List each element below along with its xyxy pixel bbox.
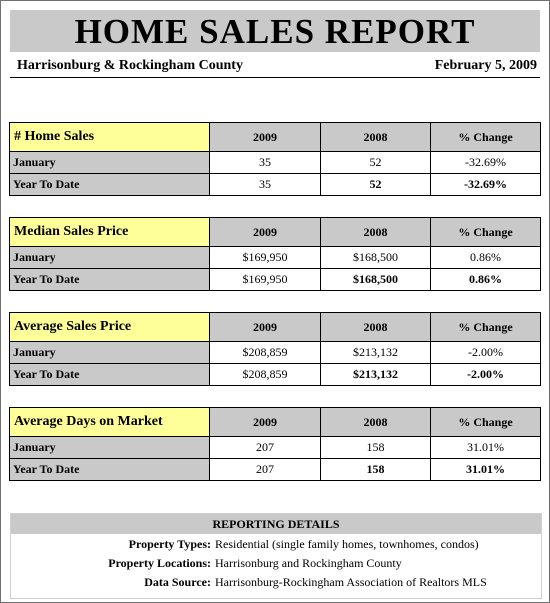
col-header-2009: 2009 [210,313,321,342]
table-row-ytd [10,269,541,291]
table-header-row [10,123,541,152]
report-date: February 5, 2009 [434,58,537,73]
col-header-2008: 2008 [321,408,431,437]
row-label: January [10,152,210,174]
table-header-row [10,313,541,342]
cell-2009: 35 [210,174,321,196]
col-header-2008: 2008 [321,218,431,247]
cell-change: 0.86% [431,247,541,269]
cell-2008: $168,500 [321,247,431,269]
col-header-change: % Change [431,313,541,342]
cell-2009: $208,859 [210,342,321,364]
row-label: January [10,247,210,269]
row-label: Year To Date [10,459,210,481]
col-header-2009: 2009 [210,123,321,152]
cell-2009: $169,950 [210,269,321,291]
cell-change: 31.01% [431,437,541,459]
row-label: Year To Date [10,174,210,196]
section-title: Median Sales Price [10,218,210,247]
cell-change: -32.69% [431,174,541,196]
table-row-january [10,437,541,459]
cell-2009: 35 [210,152,321,174]
details-heading: REPORTING DETAILS [11,514,541,534]
section-title: Average Sales Price [10,313,210,342]
cell-change: 31.01% [431,459,541,481]
col-header-2009: 2009 [210,408,321,437]
table-header-row [10,218,541,247]
detail-value: Harrisonburg-Rockingham Association of Realtors MLS [215,575,487,589]
cell-2008: 52 [321,174,431,196]
report-subheader [10,57,540,75]
days-on-market-table [9,407,541,481]
cell-change: -2.00% [431,342,541,364]
table-row-ytd [10,174,541,196]
detail-label: Property Types: [128,537,211,551]
cell-2009: $208,859 [210,364,321,386]
cell-change: -32.69% [431,152,541,174]
cell-2009: $169,950 [210,247,321,269]
cell-2009: 207 [210,437,321,459]
detail-row-property-locations [11,555,541,572]
section-title: # Home Sales [10,123,210,152]
detail-row-data-source [11,574,541,591]
reporting-details [10,513,542,599]
detail-value: Residential (single family homes, townhomes, condos) [215,537,479,551]
table-row-january [10,247,541,269]
median-price-table [9,217,541,291]
col-header-change: % Change [431,123,541,152]
section-title: Average Days on Market [10,408,210,437]
average-price-table [9,312,541,386]
cell-change: 0.86% [431,269,541,291]
cell-2008: 52 [321,152,431,174]
detail-row-property-types [11,536,541,553]
col-header-2009: 2009 [210,218,321,247]
row-label: Year To Date [10,269,210,291]
row-label: January [10,342,210,364]
row-label: January [10,437,210,459]
table-row-ytd [10,364,541,386]
cell-change: -2.00% [431,364,541,386]
report-title: HOME SALES REPORT [10,10,540,52]
cell-2008: $213,132 [321,342,431,364]
cell-2009: 207 [210,459,321,481]
table-row-january [10,342,541,364]
detail-value: Harrisonburg and Rockingham County [215,556,402,570]
cell-2008: 158 [321,459,431,481]
table-row-ytd [10,459,541,481]
col-header-change: % Change [431,408,541,437]
detail-label: Property Locations: [108,556,211,570]
row-label: Year To Date [10,364,210,386]
col-header-2008: 2008 [321,313,431,342]
home-sales-table [9,122,541,196]
table-row-january [10,152,541,174]
table-header-row [10,408,541,437]
cell-2008: 158 [321,437,431,459]
report-region: Harrisonburg & Rockingham County [17,58,243,73]
detail-label: Data Source: [144,575,211,589]
col-header-2008: 2008 [321,123,431,152]
cell-2008: $213,132 [321,364,431,386]
header-divider [10,77,540,78]
col-header-change: % Change [431,218,541,247]
cell-2008: $168,500 [321,269,431,291]
